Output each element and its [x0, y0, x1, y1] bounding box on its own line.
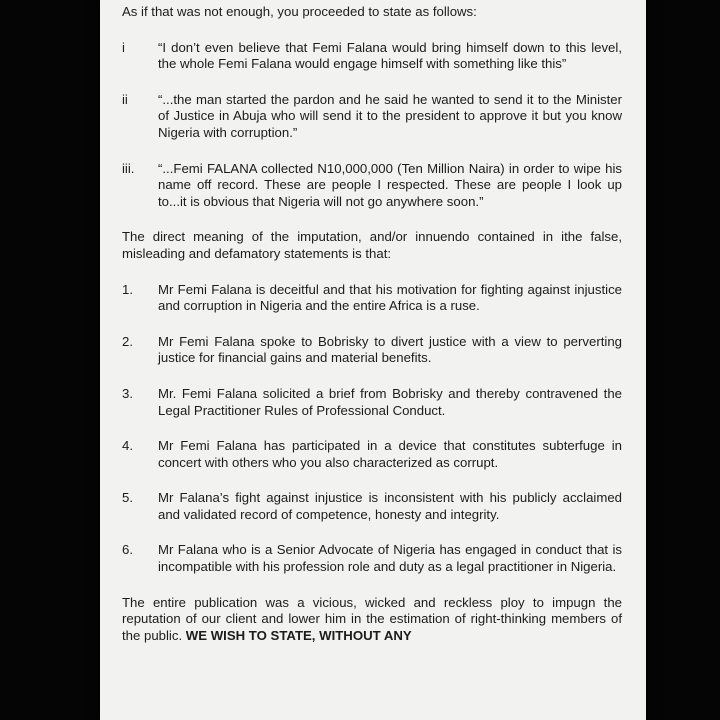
point-item — [122, 542, 622, 575]
point-item — [122, 490, 622, 523]
quote-marker: ii — [122, 91, 128, 107]
meaning-intro: The direct meaning of the imputation, and/or innuendo contained in ithe false, misleading and defamatory statements is that: — [122, 229, 622, 261]
point-text: Mr. Femi Falana solicited a brief from Bobrisky and thereby contravened the Legal Practitioner Rules of Professional Conduct. — [158, 385, 622, 418]
document-body — [122, 4, 622, 644]
quote-item — [122, 161, 622, 211]
intro-text: As if that was not enough, you proceeded to state as follows: — [122, 4, 477, 19]
closing-paragraph — [122, 595, 622, 645]
point-item — [122, 386, 622, 419]
quote-marker: i — [122, 39, 125, 55]
point-text: Mr Falana’s fight against injustice is inconsistent with his publicly acclaimed and validated record of competence, honesty and integrity. — [158, 490, 622, 522]
point-number: 3. — [122, 385, 133, 401]
quote-text: “...the man started the pardon and he said he wanted to send it to the Minister of Justice in Abuja who will send it to the president to approve it but you know Nigeria with corruption.” — [158, 91, 622, 140]
point-number: 2. — [122, 333, 133, 349]
closing-text: The entire publication was a vicious, wicked and reckless ploy to impugn the reputation of our client and lower him in the estimation of right-thinking members of the public. — [122, 594, 622, 643]
document-page — [100, 0, 646, 720]
quote-item — [122, 40, 622, 73]
quote-marker: iii. — [122, 160, 135, 176]
quote-item — [122, 92, 622, 142]
point-number: 5. — [122, 490, 133, 506]
point-item — [122, 438, 622, 471]
point-number: 6. — [122, 542, 133, 558]
closing-bold-text: WE WISH TO STATE, WITHOUT ANY — [185, 627, 412, 643]
point-number: 4. — [122, 438, 133, 454]
point-text: Mr Femi Falana has participated in a device that constitutes subterfuge in concert with others who you also characterized as corrupt. — [158, 438, 622, 470]
point-number: 1. — [122, 281, 133, 297]
point-item — [122, 282, 622, 315]
point-text: Mr Falana who is a Senior Advocate of Nigeria has engaged in conduct that is incompatible with his profession role and duty as a legal practitioner in Nigeria. — [158, 542, 622, 575]
point-text: Mr Femi Falana spoke to Bobrisky to divert justice with a view to perverting justice for financial gains and material benefits. — [158, 333, 622, 366]
point-item — [122, 334, 622, 367]
point-text: Mr Femi Falana is deceitful and that his motivation for fighting against injustice and corruption in Nigeria and the entire Africa is a ruse. — [158, 281, 622, 314]
quote-text: “...Femi FALANA collected N10,000,000 (Ten Million Naira) in order to wipe his name off record. These are people I respected. These are people I look up to...it is obvious that Nigeria will not go anywhere soon.” — [158, 160, 622, 209]
quote-text: “I don’t even believe that Femi Falana would bring himself down to this level, the whole Femi Falana would engage himself with something like this” — [158, 39, 622, 72]
